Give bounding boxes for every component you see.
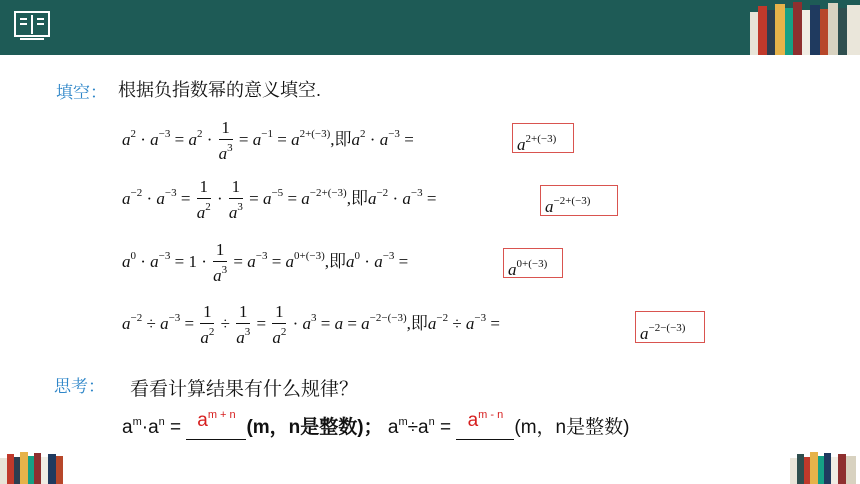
equation-row-3: $a^0 \cdot a^{-3} = 1$ · $\frac{1}{a^3}$ = $a^{-3} = a^{0+(-3)}$,即$a^0 \cdot a^{-3}$ =: [122, 240, 409, 285]
fill-in-label: 填空：: [56, 83, 107, 102]
book-icon: [14, 11, 50, 41]
answer-box-4: $a^{-2-(-3)}$: [635, 311, 705, 343]
answer-blank-2: $a^{m - n}$: [456, 417, 514, 440]
header-bar: [0, 0, 860, 55]
answer-box-1: $a^{2+(-3)}$: [512, 123, 574, 153]
bookshelf-decoration-left: [0, 450, 70, 484]
bookshelf-decoration-right: [790, 450, 860, 484]
rule-formula: $a^m\cdot a^n$ = $a^{m + n}$ (m，n是整数)； $a^m\div a^n$ = $a^{m - n}$ (m，n是整数): [122, 409, 630, 438]
equation-row-2: $a^{-2} \cdot a^{-3}$ = $\frac{1}{a^2}$ · $\frac{1}{a^3}$ = $a^{-5} = a^{-2+(-3)}$,即$a^{-2} \cdot a^{-3}$ =: [122, 177, 437, 222]
fill-in-instruction: 根据负指数幂的意义填空.: [118, 80, 321, 100]
answer-box-3: $a^{0+(-3)}$: [503, 248, 563, 278]
answer-box-2: $a^{-2+(-3)}$: [540, 185, 618, 216]
bookshelf-decoration: [750, 0, 860, 55]
think-question: 看看计算结果有什么规律？: [130, 379, 359, 400]
equation-row-1: $a^2 \cdot a^{-3} = a^2$ · $\frac{1}{a^3}$ = $a^{-1} = a^{2+(-3)}$,即$a^2 \cdot a^{-3}$ =: [122, 118, 414, 163]
equation-row-4: $a^{-2} \div a^{-3}$ = $\frac{1}{a^2}$ ÷ $\frac{1}{a^3}$ = $\frac{1}{a^2}$ · $a^3 = a = a^{-2-(-3)}$,即$a^{-2} \div a^{-3}$ =: [122, 302, 500, 347]
answer-blank-1: $a^{m + n}$: [186, 417, 246, 440]
think-label: 思考：: [54, 377, 105, 396]
